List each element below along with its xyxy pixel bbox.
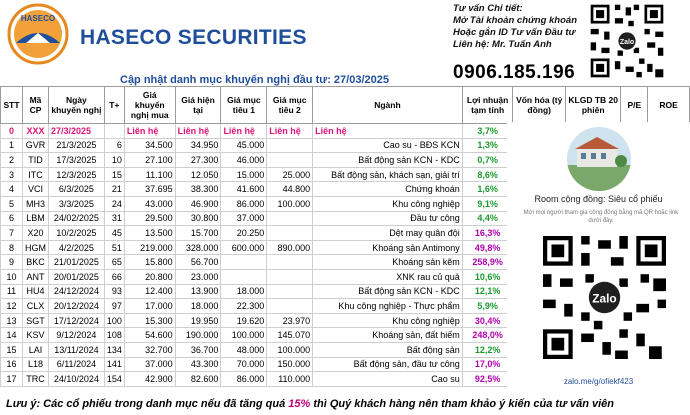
cell-tg1: 86.000 <box>221 372 267 387</box>
cell-date: 6/11/2024 <box>48 357 104 372</box>
contact-line: Tư vấn Chi tiết: <box>453 3 523 14</box>
cell-tg2: 890.000 <box>267 240 313 255</box>
header-buy: Giá khuyến nghị mua <box>124 87 175 124</box>
cell-code: XXX <box>22 124 48 139</box>
cell-tg1: 19.620 <box>221 313 267 328</box>
cell-code: HU4 <box>22 284 48 299</box>
header-pe: P/E <box>621 87 648 124</box>
cell-buy: 13.500 <box>124 226 175 241</box>
cell-cur: 27.300 <box>175 153 221 168</box>
cell-date: 21/01/2025 <box>48 255 104 270</box>
cell-sector: Chứng khoán <box>313 182 463 197</box>
contact-info <box>453 3 577 51</box>
cell-t: 10 <box>104 153 124 168</box>
cell-date: 20/01/2025 <box>48 269 104 284</box>
cell-stt: 1 <box>1 138 23 153</box>
cell-date: 27/3/2025 <box>48 124 104 139</box>
cell-buy: 20.800 <box>124 269 175 284</box>
cell-tg2 <box>267 255 313 270</box>
cell-tg2 <box>267 153 313 168</box>
cell-buy: 17.000 <box>124 299 175 314</box>
cell-tg1: 48.000 <box>221 342 267 357</box>
cell-tg1: Liên hệ <box>221 124 267 139</box>
cell-code: TID <box>22 153 48 168</box>
cell-stt: 12 <box>1 299 23 314</box>
cell-sector: Bất động sản, đầu tư công <box>313 357 463 372</box>
cell-cur: 23.000 <box>175 269 221 284</box>
cell-t: 31 <box>104 211 124 226</box>
footer-suffix: thì Quý khách hàng nên tham khảo ý kiến của tư vấn viên <box>313 398 615 410</box>
cell-t: 24 <box>104 196 124 211</box>
header-date: Ngày khuyến nghị <box>48 87 104 124</box>
cell-date: 20/12/2024 <box>48 299 104 314</box>
cell-profit: 8,6% <box>462 167 513 182</box>
cell-cur: 12.050 <box>175 167 221 182</box>
cell-t <box>104 124 124 139</box>
cell-tg2: 145.070 <box>267 328 313 343</box>
cell-code: CLX <box>22 299 48 314</box>
cell-cur: 36.700 <box>175 342 221 357</box>
cell-tg1: 100.000 <box>221 328 267 343</box>
cell-code: LBM <box>22 211 48 226</box>
cell-tg1: 18.000 <box>221 284 267 299</box>
cell-tg2: 100.000 <box>267 342 313 357</box>
cell-tg2: 44.800 <box>267 182 313 197</box>
zalo-label: Zalo <box>619 39 635 47</box>
logo-text: HASECO <box>20 14 56 23</box>
cell-buy: 54.600 <box>124 328 175 343</box>
cell-sector: Liên hệ <box>313 124 463 139</box>
header-target2: Giá mục tiêu 2 <box>267 87 313 124</box>
cell-t: 66 <box>104 269 124 284</box>
cell-code: X20 <box>22 226 48 241</box>
qr-code-icon <box>588 2 666 80</box>
cell-profit: 12,2% <box>462 342 513 357</box>
cell-date: 24/10/2024 <box>48 372 104 387</box>
cell-date: 10/2/2025 <box>48 226 104 241</box>
header-code: Mã CP <box>22 87 48 124</box>
brand-name: HASECO SECURITIES <box>80 26 307 49</box>
table-header-row <box>1 87 690 124</box>
cell-tg2: 150.000 <box>267 357 313 372</box>
cell-profit: 0,7% <box>462 153 513 168</box>
cell-profit: 49,8% <box>462 240 513 255</box>
cell-buy: Liên hệ <box>124 124 175 139</box>
footer-threshold: 15% <box>288 398 311 410</box>
cell-sector: Khu công nghiệp - Thực phẩm <box>313 299 463 314</box>
cell-date: 3/3/2025 <box>48 196 104 211</box>
header-capital: Vốn hóa (tỷ đồng) <box>513 87 566 124</box>
cell-profit: 3,7% <box>462 124 513 139</box>
cell-date: 17/12/2024 <box>48 313 104 328</box>
cell-cur: 18.000 <box>175 299 221 314</box>
cell-stt: 14 <box>1 328 23 343</box>
cell-buy: 27.100 <box>124 153 175 168</box>
cell-t: 97 <box>104 299 124 314</box>
footer-prefix: Lưu ý: Các cổ phiếu trong danh mục nếu đã tăng quá <box>6 398 286 410</box>
cell-tg1 <box>221 269 267 284</box>
cell-stt: 15 <box>1 342 23 357</box>
cell-stt: 0 <box>1 124 23 139</box>
cell-tg2 <box>267 269 313 284</box>
cell-cur: 56.700 <box>175 255 221 270</box>
cell-cur: 13.900 <box>175 284 221 299</box>
cell-stt: 16 <box>1 357 23 372</box>
cell-date: 24/02/2025 <box>48 211 104 226</box>
cell-date: 24/12/2024 <box>48 284 104 299</box>
cell-tg2: 25.000 <box>267 167 313 182</box>
cell-sector: Khoáng sản kẽm <box>313 255 463 270</box>
cell-buy: 37.000 <box>124 357 175 372</box>
cell-t: 141 <box>104 357 124 372</box>
cell-tg1: 15.000 <box>221 167 267 182</box>
cell-cur: 34.950 <box>175 138 221 153</box>
cell-date: 21/3/2025 <box>48 138 104 153</box>
cell-code: VCI <box>22 182 48 197</box>
cell-buy: 15.300 <box>124 313 175 328</box>
cell-tg2 <box>267 211 313 226</box>
cell-tg2 <box>267 284 313 299</box>
cell-date: 4/2/2025 <box>48 240 104 255</box>
cell-tg2 <box>267 138 313 153</box>
header-roe: ROE <box>648 87 690 124</box>
cell-buy: 37.695 <box>124 182 175 197</box>
cell-t: 108 <box>104 328 124 343</box>
cell-stt: 9 <box>1 255 23 270</box>
cell-buy: 34.500 <box>124 138 175 153</box>
cell-sector: Dệt may quân đội <box>313 226 463 241</box>
contact-line: Hoặc gắn ID Tư vấn Đầu tư <box>453 27 576 38</box>
cell-date: 13/11/2024 <box>48 342 104 357</box>
cell-buy: 11.100 <box>124 167 175 182</box>
cell-code: ITC <box>22 167 48 182</box>
cell-t: 15 <box>104 167 124 182</box>
cell-stt: 10 <box>1 269 23 284</box>
cell-profit: 258,9% <box>462 255 513 270</box>
cell-tg1: 45.000 <box>221 138 267 153</box>
cell-sector: Khu công nghiệp <box>313 313 463 328</box>
cell-code: KSV <box>22 328 48 343</box>
cell-sector: Bất động sản KCN - KDC <box>313 284 463 299</box>
community-description: Mời mọi người tham gia cộng đồng bằng mã QR hoặc link dưới đây. <box>523 210 679 224</box>
cell-stt: 5 <box>1 196 23 211</box>
cell-sector: Bất động sản KCN - KDC <box>313 153 463 168</box>
cell-t: 6 <box>104 138 124 153</box>
cell-profit: 12,1% <box>462 284 513 299</box>
header-stt: STT <box>1 87 23 124</box>
cell-profit: 1,6% <box>462 182 513 197</box>
cell-tg1: 46.000 <box>221 153 267 168</box>
cell-buy: 43.000 <box>124 196 175 211</box>
cell-cur: 190.000 <box>175 328 221 343</box>
cell-stt: 17 <box>1 372 23 387</box>
cell-sector: Bất động sản <box>313 342 463 357</box>
community-avatar <box>567 127 631 191</box>
cell-t: 21 <box>104 182 124 197</box>
cell-profit: 9,1% <box>462 196 513 211</box>
header-sector: Ngành <box>313 87 463 124</box>
cell-tg1: 70.000 <box>221 357 267 372</box>
cell-code: ANT <box>22 269 48 284</box>
cell-stt: 7 <box>1 226 23 241</box>
cell-tg2 <box>267 226 313 241</box>
cell-code: BKC <box>22 255 48 270</box>
cell-cur: Liên hệ <box>175 124 221 139</box>
cell-cur: 43.300 <box>175 357 221 372</box>
footer-note <box>6 398 614 410</box>
cell-t: 134 <box>104 342 124 357</box>
cell-profit: 92,5% <box>462 372 513 387</box>
contact-line: Liên hệ: Mr. Tuấn Anh <box>453 39 552 50</box>
cell-tg1: 20.250 <box>221 226 267 241</box>
cell-profit: 4,4% <box>462 211 513 226</box>
cell-code: GVR <box>22 138 48 153</box>
contact-line: Mở Tài khoản chứng khoán <box>453 15 578 26</box>
header-target1: Giá mục tiêu 1 <box>221 87 267 124</box>
cell-code: MH3 <box>22 196 48 211</box>
cell-code: HGM <box>22 240 48 255</box>
cell-t: 45 <box>104 226 124 241</box>
cell-buy: 42.900 <box>124 372 175 387</box>
cell-profit: 10,6% <box>462 269 513 284</box>
cell-stt: 11 <box>1 284 23 299</box>
header-profit: Lợi nhuận tạm tính <box>462 87 513 124</box>
cell-tg1: 37.000 <box>221 211 267 226</box>
header-current: Giá hiện tại <box>175 87 221 124</box>
cell-stt: 4 <box>1 182 23 197</box>
cell-tg1: 600.000 <box>221 240 267 255</box>
header-volume: KLGD TB 20 phiên <box>565 87 620 124</box>
cell-code: TRC <box>22 372 48 387</box>
cell-sector: Khu công nghiệp <box>313 196 463 211</box>
cell-tg1: 86.000 <box>221 196 267 211</box>
cell-t: 154 <box>104 372 124 387</box>
cell-sector: Khoáng sản, đất hiếm <box>313 328 463 343</box>
cell-tg2: 110.000 <box>267 372 313 387</box>
cell-buy: 15.800 <box>124 255 175 270</box>
cell-profit: 248,0% <box>462 328 513 343</box>
cell-stt: 3 <box>1 167 23 182</box>
cell-t: 100 <box>104 313 124 328</box>
cell-tg2: 100.000 <box>267 196 313 211</box>
cell-sector: Đầu tư công <box>313 211 463 226</box>
header-t: T+ <box>104 87 124 124</box>
cell-code: L18 <box>22 357 48 372</box>
cell-code: SGT <box>22 313 48 328</box>
cell-t: 65 <box>104 255 124 270</box>
cell-buy: 32.700 <box>124 342 175 357</box>
cell-date: 9/12/2024 <box>48 328 104 343</box>
zalo-group-link[interactable]: zalo.me/g/ofiekf423 <box>563 377 634 386</box>
cell-cur: 38.300 <box>175 182 221 197</box>
cell-stt: 8 <box>1 240 23 255</box>
community-title: Room cộng đồng: Siêu cổ phiếu <box>534 194 663 204</box>
cell-buy: 12.400 <box>124 284 175 299</box>
cell-tg1: 41.600 <box>221 182 267 197</box>
cell-sector: Bất động sản, khách sạn, giải trí <box>313 167 463 182</box>
cell-cur: 82.600 <box>175 372 221 387</box>
cell-profit: 1,3% <box>462 138 513 153</box>
cell-t: 51 <box>104 240 124 255</box>
haseco-logo <box>4 3 72 65</box>
page-title: Cập nhật danh mục khuyến nghị đầu tư: 27/03/2025 <box>120 74 389 86</box>
cell-buy: 29.500 <box>124 211 175 226</box>
cell-date: 17/3/2025 <box>48 153 104 168</box>
cell-buy: 219.000 <box>124 240 175 255</box>
cell-code: LAI <box>22 342 48 357</box>
cell-cur: 30.800 <box>175 211 221 226</box>
cell-sector: Cao su <box>313 372 463 387</box>
cell-profit: 17,0% <box>462 357 513 372</box>
cell-profit: 30,4% <box>462 313 513 328</box>
cell-date: 6/3/2025 <box>48 182 104 197</box>
cell-tg2 <box>267 299 313 314</box>
zalo-qr-code-icon[interactable] <box>543 236 666 359</box>
contact-phone: 0906.185.196 <box>453 62 576 83</box>
cell-cur: 328.000 <box>175 240 221 255</box>
cell-tg1: 22.300 <box>221 299 267 314</box>
cell-date: 12/3/2025 <box>48 167 104 182</box>
cell-profit: 16,3% <box>462 226 513 241</box>
cell-sector: Khoáng sản Antimony <box>313 240 463 255</box>
cell-stt: 2 <box>1 153 23 168</box>
cell-tg1 <box>221 255 267 270</box>
cell-t: 93 <box>104 284 124 299</box>
cell-profit: 5,9% <box>462 299 513 314</box>
cell-cur: 15.700 <box>175 226 221 241</box>
zalo-qr-label: Zalo <box>592 291 617 306</box>
cell-tg2: Liên hệ <box>267 124 313 139</box>
cell-stt: 13 <box>1 313 23 328</box>
cell-cur: 46.900 <box>175 196 221 211</box>
cell-stt: 6 <box>1 211 23 226</box>
cell-cur: 19.950 <box>175 313 221 328</box>
cell-tg2: 23.970 <box>267 313 313 328</box>
cell-sector: Cao su - BĐS KCN <box>313 138 463 153</box>
cell-sector: XNK rau củ quả <box>313 269 463 284</box>
